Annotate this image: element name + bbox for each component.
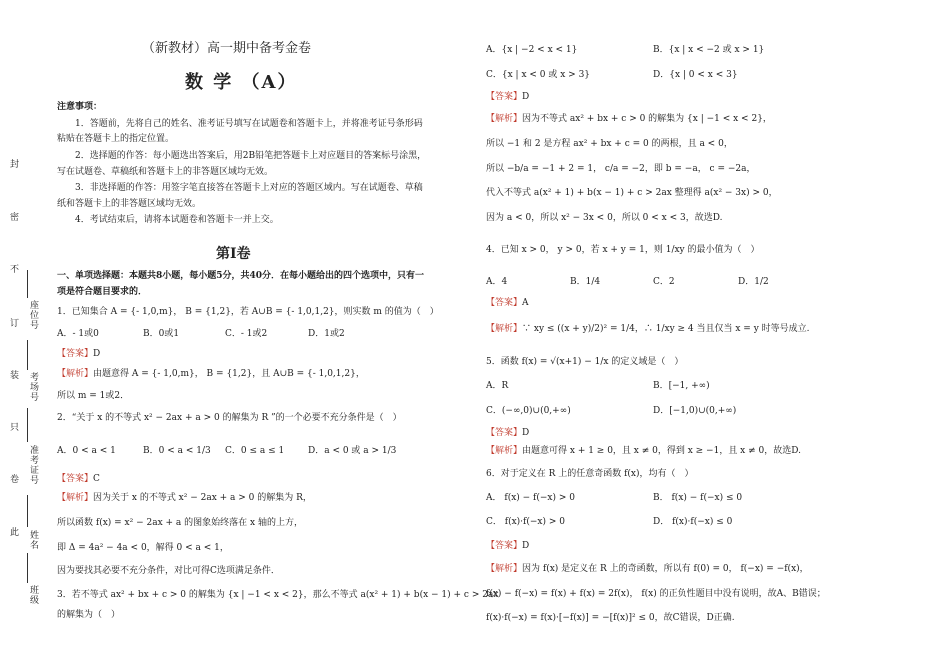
q1-option-a: A．- 1或0: [57, 329, 99, 339]
answer-label: 【答案】: [486, 298, 523, 308]
section-instruction: 项是符合题目要求的．: [57, 287, 148, 297]
q6-option-c: C． f(x)·f(−x) > 0: [486, 517, 565, 527]
q6-answer: D: [522, 541, 530, 551]
answer-label: 【答案】: [486, 92, 523, 102]
field-class: 班级: [28, 585, 38, 605]
q3-analysis-line: 因为 a < 0，所以 x² − 3x < 0，所以 0 < x < 3，故选D.: [486, 213, 723, 223]
analysis-label: 【解析】: [486, 324, 523, 334]
notice-line: 1．答题前，先将自己的姓名、准考证号填写在试题卷和答题卡上，并将准考证号条形码: [75, 119, 423, 129]
q2-analysis-line: 因为要找其必要不充分条件，对比可得C选项满足条件．: [57, 566, 280, 576]
q2-option-a: A．0 < a < 1: [57, 446, 116, 456]
q5-option-b: B．[−1, +∞): [653, 381, 710, 391]
q3-stem: 3．若不等式 ax² + bx + c > 0 的解集为 {x | −1 < x < 2}，那么不等式 a(x² + 1) + b(x − 1) + c > 2ax: [57, 590, 499, 600]
q4-option-b: B．1/4: [570, 277, 601, 287]
strip-char: 密: [10, 213, 20, 223]
q1-analysis-line: 所以 m = 1或2．: [57, 391, 130, 401]
q6-option-a: A． f(x) − f(−x) > 0: [486, 493, 576, 503]
q5-option-c: C．(−∞,0)∪(0,+∞): [486, 406, 571, 416]
q3-option-a: A．{x | −2 < x < 1}: [486, 45, 578, 55]
strip-char: 只: [10, 423, 20, 433]
strip-char: 装: [10, 371, 20, 381]
strip-char: 订: [10, 319, 20, 329]
answer-label: 【答案】: [486, 541, 523, 551]
q3-analysis-line: 代入不等式 a(x² + 1) + b(x − 1) + c > 2ax 整理得 a(x² − 3x) > 0，: [486, 188, 778, 198]
q6-analysis: 因为 f(x) 是定义在 R 上的奇函数，所以有 f(0) = 0， f(−x) = −f(x)，: [522, 564, 809, 574]
q1-answer: D: [93, 349, 101, 359]
q1-option-d: D．1或2: [308, 329, 345, 339]
answer-label: 【答案】: [57, 474, 94, 484]
field-seat-number: 座位号: [28, 300, 38, 330]
answer-label: 【答案】: [57, 349, 94, 359]
q3-stem-cont: 的解集为（ ）: [57, 610, 121, 620]
q6-analysis-line: f(x) − f(−x) = f(x) + f(x) = 2f(x)， f(x) 的正负性题目中没有说明，故A、B错误；: [486, 589, 826, 599]
field-admission-number: 准考证号: [28, 445, 38, 485]
strip-char: 封: [10, 160, 20, 170]
q1-option-c: C．- 1或2: [225, 329, 268, 339]
analysis-label: 【解析】: [486, 564, 523, 574]
analysis-label: 【解析】: [486, 114, 523, 124]
q3-answer: D: [522, 92, 530, 102]
exam-title: 数 学 （A）: [185, 72, 298, 93]
answer-label: 【答案】: [486, 428, 523, 438]
strip-char: 不: [10, 265, 20, 275]
q4-option-c: C．2: [653, 277, 675, 287]
q2-stem: 2．“关于 x 的不等式 x² − 2ax + a > 0 的解集为 R ”的一个必要不充分条件是（ ）: [57, 413, 402, 423]
analysis-label: 【解析】: [57, 493, 94, 503]
exam-subtitle: （新教材）高一期中备考金卷: [142, 41, 312, 56]
q6-analysis-line: f(x)·f(−x) = f(x)·[−f(x)] = −[f(x)]² ≤ 0，故C错误，D正确.: [486, 613, 735, 623]
q4-answer: A: [522, 298, 529, 308]
notice-heading: 注意事项：: [57, 102, 103, 112]
q4-option-d: D．1/2: [738, 277, 769, 287]
field-name: 姓名: [28, 530, 38, 550]
q2-analysis-line: 所以函数 f(x) = x² − 2ax + a 的图象始终落在 x 轴的上方，: [57, 518, 303, 528]
q2-option-c: C．0 ≤ a ≤ 1: [225, 446, 285, 456]
q3-option-c: C．{x | x < 0 或 x > 3}: [486, 70, 591, 80]
section-title: 第Ⅰ卷: [216, 246, 251, 262]
analysis-label: 【解析】: [486, 446, 523, 456]
field-exam-room: 考场号: [28, 372, 38, 402]
q3-analysis: 因为不等式 ax² + bx + c > 0 的解集为 {x | −1 < x < 2}，: [522, 114, 772, 124]
q4-analysis: ∵ xy ≤ ((x + y)/2)² = 1/4，∴ 1/xy ≥ 4 当且仅当 x = y 时等号成立.: [522, 324, 810, 334]
q5-stem: 5．函数 f(x) = √(x+1) − 1/x 的定义域是（ ）: [486, 357, 684, 367]
q2-option-b: B．0 < a < 1/3: [143, 446, 211, 456]
q4-stem: 4．已知 x > 0， y > 0，若 x + y = 1，则 1/xy 的最小值为（ ）: [486, 245, 760, 255]
q5-option-a: A．R: [486, 381, 509, 391]
section-instruction: 一、单项选择题：本题共8小题，每小题5分，共40分．在每小题给出的四个选项中，只有一: [57, 271, 425, 281]
analysis-label: 【解析】: [57, 369, 94, 379]
q5-answer: D: [522, 428, 530, 438]
q2-option-d: D．a < 0 或 a > 1/3: [308, 446, 397, 456]
q3-option-b: B．{x | x < −2 或 x > 1}: [653, 45, 765, 55]
strip-char: 此: [10, 528, 20, 538]
q3-option-d: D．{x | 0 < x < 3}: [653, 70, 738, 80]
q5-analysis: 由题意可得 x + 1 ≥ 0，且 x ≠ 0，得到 x ≥ −1，且 x ≠ 0，故选D.: [522, 446, 802, 456]
strip-char: 卷: [10, 475, 20, 485]
q6-option-b: B． f(x) − f(−x) ≤ 0: [653, 493, 743, 503]
q1-analysis: 由题意得 A = {- 1,0,m}， B = {1,2}，且 A∪B = {- 1,0,1,2}，: [93, 369, 365, 379]
notice-line: 粘贴在答题卡上的指定位置。: [57, 134, 175, 144]
notice-line: 4．考试结束后，请将本试题卷和答题卡一并上交。: [75, 215, 279, 225]
q6-stem: 6．对于定义在 R 上的任意奇函数 f(x)，均有（ ）: [486, 469, 694, 479]
q6-option-d: D． f(x)·f(−x) ≤ 0: [653, 517, 733, 527]
q5-option-d: D．[−1,0)∪(0,+∞): [653, 406, 737, 416]
notice-line: 3．非选择题的作答：用签字笔直接答在答题卡上对应的答题区域内。写在试题卷、草稿: [75, 183, 423, 193]
notice-line: 2．选择题的作答：每小题选出答案后，用2B铅笔把答题卡上对应题目的答案标号涂黑，: [75, 151, 427, 161]
q4-option-a: A．4: [486, 277, 508, 287]
notice-line: 写在试题卷、草稿纸和答题卡上的非答题区域均无效。: [57, 167, 274, 177]
q3-analysis-line: 所以 −b/a = −1 + 2 = 1， c/a = −2，即 b = −a， c = −2a，: [486, 164, 756, 174]
q1-stem: 1．已知集合 A = {- 1,0,m}， B = {1,2}，若 A∪B = {- 1,0,1,2}，则实数 m 的值为（ ）: [57, 307, 439, 317]
q3-analysis-line: 所以 −1 和 2 是方程 ax² + bx + c = 0 的两根，且 a < 0，: [486, 139, 733, 149]
q2-answer: C: [93, 474, 100, 484]
notice-line: 纸和答题卡上的非答题区域均无效。: [57, 199, 202, 209]
q1-option-b: B．0或1: [143, 329, 180, 339]
q2-analysis: 因为关于 x 的不等式 x² − 2ax + a > 0 的解集为 R，: [93, 493, 312, 503]
q2-analysis-line: 即 Δ = 4a² − 4a < 0，解得 0 < a < 1，: [57, 543, 229, 553]
